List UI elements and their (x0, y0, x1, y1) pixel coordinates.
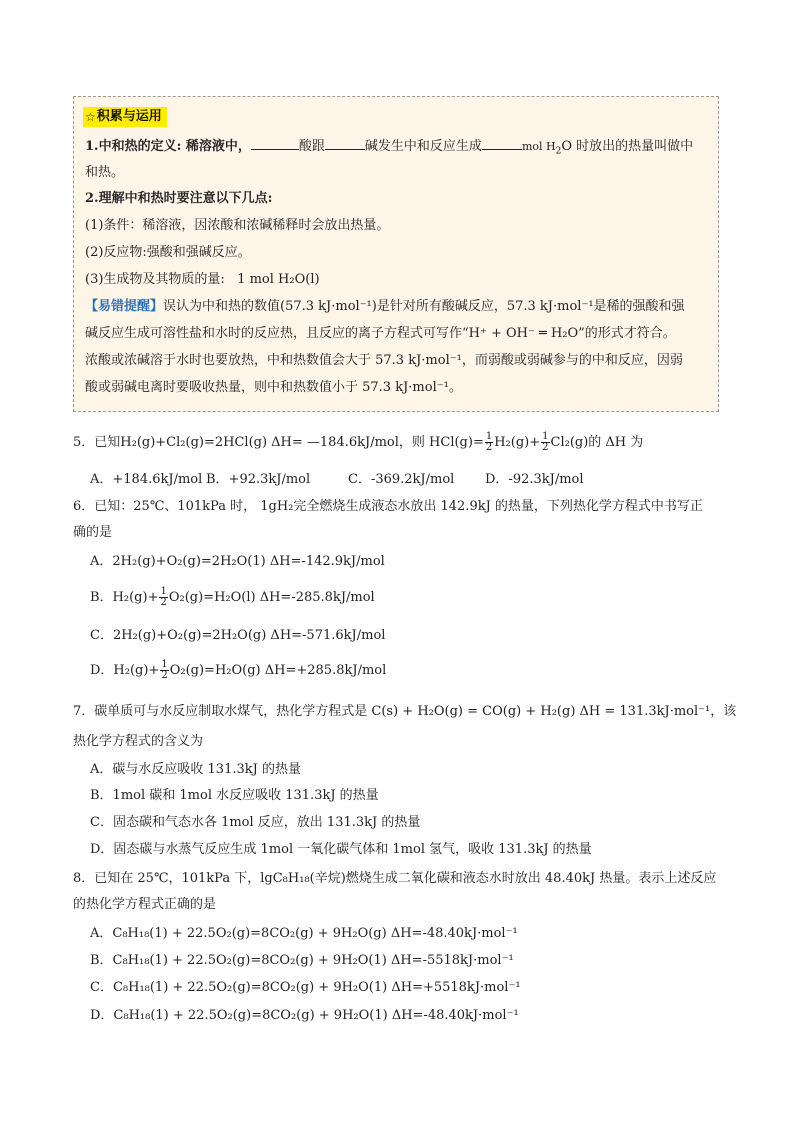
definition-text-a: 1.中和热的定义: 稀溶液中， (85, 139, 251, 154)
blank (251, 137, 299, 150)
fraction-num: 1 (160, 586, 167, 597)
fraction-den: 2 (160, 597, 167, 608)
q7-option-b[interactable]: B．1mol 碳和 1mol 水反应吸收 131.3kJ 的热量 (90, 788, 379, 803)
note-1: (1)条件：稀溶液，因浓酸和浓碱稀释时会放出热量。 (85, 218, 390, 233)
q6-option-d-b: O₂(g)=H₂O(g) ΔH=+285.8kJ/mol (169, 663, 387, 678)
definition-text-d: mol H (521, 140, 556, 153)
fraction (159, 587, 167, 608)
question-6-stem-2: 确的是 (73, 525, 113, 540)
note-3-label: (3)生成物及其物质的量: (85, 272, 225, 287)
question-8-stem-2: 的热化学方程式正确的是 (73, 897, 217, 912)
q5-option-d[interactable]: D．-92.3kJ/mol (485, 472, 584, 487)
tip-line-4: 酸或弱碱电离时要吸收热量，则中和热数值小于 57.3 kJ·mol⁻¹。 (85, 380, 462, 395)
definition-text-e: O 时放出的热量叫做中 (561, 139, 694, 154)
fraction (485, 432, 493, 453)
q8-option-a[interactable]: A．C₈H₁₈(1) + 22.5O₂(g)=8CO₂(g) + 9H₂O(g) ΔH=-48.40kJ·mol⁻¹ (90, 926, 518, 941)
q8-option-d[interactable]: D．C₈H₁₈(1) + 22.5O₂(g)=8CO₂(g) + 9H₂O(1) ΔH=-48.40kJ·mol⁻¹ (90, 1008, 519, 1023)
fraction (541, 432, 549, 453)
definition-text-c: 碱发生中和反应生成 (364, 139, 482, 154)
definition-line-2: 和热。 (85, 165, 125, 180)
knowledge-box (73, 96, 719, 412)
note-3 (85, 267, 713, 293)
q6-option-d[interactable] (90, 660, 386, 682)
definition-text-b: 酸跟 (298, 139, 325, 154)
fraction (160, 660, 168, 681)
tip-text-1: 误认为中和热的数值(57.3 kJ·mol⁻¹)是针对所有酸碱反应，57.3 kJ·mol⁻¹是稀的强酸和强 (163, 299, 685, 314)
tip-line-1 (85, 294, 713, 320)
definition-line: 1.中和热的定义: 稀溶液中， 酸跟 碱发生中和反应生成 mol $H_2O$ 时放出的热量叫做中 (85, 139, 694, 157)
tip-line-3: 浓酸或浓碱溶于水时也要放热，中和热数值会大于 57.3 kJ·mol⁻¹，而弱酸或弱碱参与的中和反应，因弱 (85, 353, 683, 368)
note-2: (2)反应物:强酸和强碱反应。 (85, 245, 251, 260)
q5-stem-b: H₂(g)+ (494, 435, 541, 450)
q5-stem-c: Cl₂(g)的 ΔH 为 (550, 435, 644, 450)
note-3-value: 1 mol H₂O(l) (237, 272, 320, 287)
fraction-num: 1 (542, 431, 549, 442)
q6-option-b-b: O₂(g)=H₂O(l) ΔH=-285.8kJ/mol (168, 590, 375, 605)
question-5-stem (73, 432, 643, 454)
blank (325, 137, 365, 150)
q6-option-d-a: D．H₂(g)+ (90, 663, 160, 678)
section-badge (83, 107, 167, 127)
tip-line-2: 碱反应生成可溶性盐和水时的反应热，且反应的离子方程式可写作“H⁺ + OH⁻ ═ H₂O”的形式才符合。 (85, 326, 676, 341)
notes-heading: 2.理解中和热时要注意以下几点: (85, 191, 273, 206)
q7-option-c[interactable]: C．固态碳和气态水各 1mol 反应，放出 131.3kJ 的热量 (90, 815, 421, 830)
question-7-stem-1: 7．碳单质可与水反应制取水煤气，热化学方程式是 C(s) + H₂O(g) = CO(g) + H₂(g) ΔH = 131.3kJ·mol⁻¹，该 (73, 704, 737, 719)
question-8-stem-1: 8．已知在 25℃，101kPa 下，lgC₈H₁₈(辛烷)燃烧生成二氧化碳和液态水时放出 48.40kJ 热量。表示上述反应 (73, 871, 717, 886)
q5-option-b[interactable]: B．+92.3kJ/mol (206, 472, 311, 487)
q8-option-c[interactable]: C．C₈H₁₈(1) + 22.5O₂(g)=8CO₂(g) + 9H₂O(1) ΔH=+5518kJ·mol⁻¹ (90, 980, 521, 995)
q6-option-b[interactable] (90, 587, 375, 609)
fraction-den: 2 (161, 670, 168, 681)
fraction-num: 1 (161, 659, 168, 670)
star-icon: ☆ (85, 110, 96, 124)
blank (482, 137, 522, 150)
q6-option-a[interactable]: A．2H₂(g)+O₂(g)=2H₂O(1) ΔH=-142.9kJ/mol (90, 554, 385, 569)
question-7-stem-2: 热化学方程式的含义为 (73, 734, 204, 749)
q5-stem-a: 5．已知H₂(g)+Cl₂(g)=2HCl(g) ΔH= —184.6kJ/mol，则 HCl(g)= (73, 435, 484, 450)
q6-option-b-a: B．H₂(g)+ (90, 590, 159, 605)
q5-option-a[interactable]: A．+184.6kJ/mol (90, 472, 203, 487)
fraction-den: 2 (485, 442, 493, 453)
q5-option-c[interactable]: C．-369.2kJ/mol (348, 472, 455, 487)
q7-option-a[interactable]: A．碳与水反应吸收 131.3kJ 的热量 (90, 762, 301, 777)
badge-label: 积累与运用 (96, 109, 162, 124)
fraction-num: 1 (485, 431, 493, 442)
tip-label: 【易错提醒】 (85, 299, 164, 314)
q6-option-c[interactable]: C．2H₂(g)+O₂(g)=2H₂O(g) ΔH=-571.6kJ/mol (90, 628, 386, 643)
question-6-stem-1: 6．已知：25℃、101kPa 时， 1gH₂完全燃烧生成液态水放出 142.9kJ 的热量，下列热化学方程式中书写正 (73, 499, 703, 514)
fraction-den: 2 (542, 442, 549, 453)
q8-option-b[interactable]: B．C₈H₁₈(1) + 22.5O₂(g)=8CO₂(g) + 9H₂O(1) ΔH=-5518kJ·mol⁻¹ (90, 953, 514, 968)
q7-option-d[interactable]: D．固态碳与水蒸气反应生成 1mol 一氧化碳气体和 1mol 氢气，吸收 131.3kJ 的热量 (90, 842, 592, 857)
